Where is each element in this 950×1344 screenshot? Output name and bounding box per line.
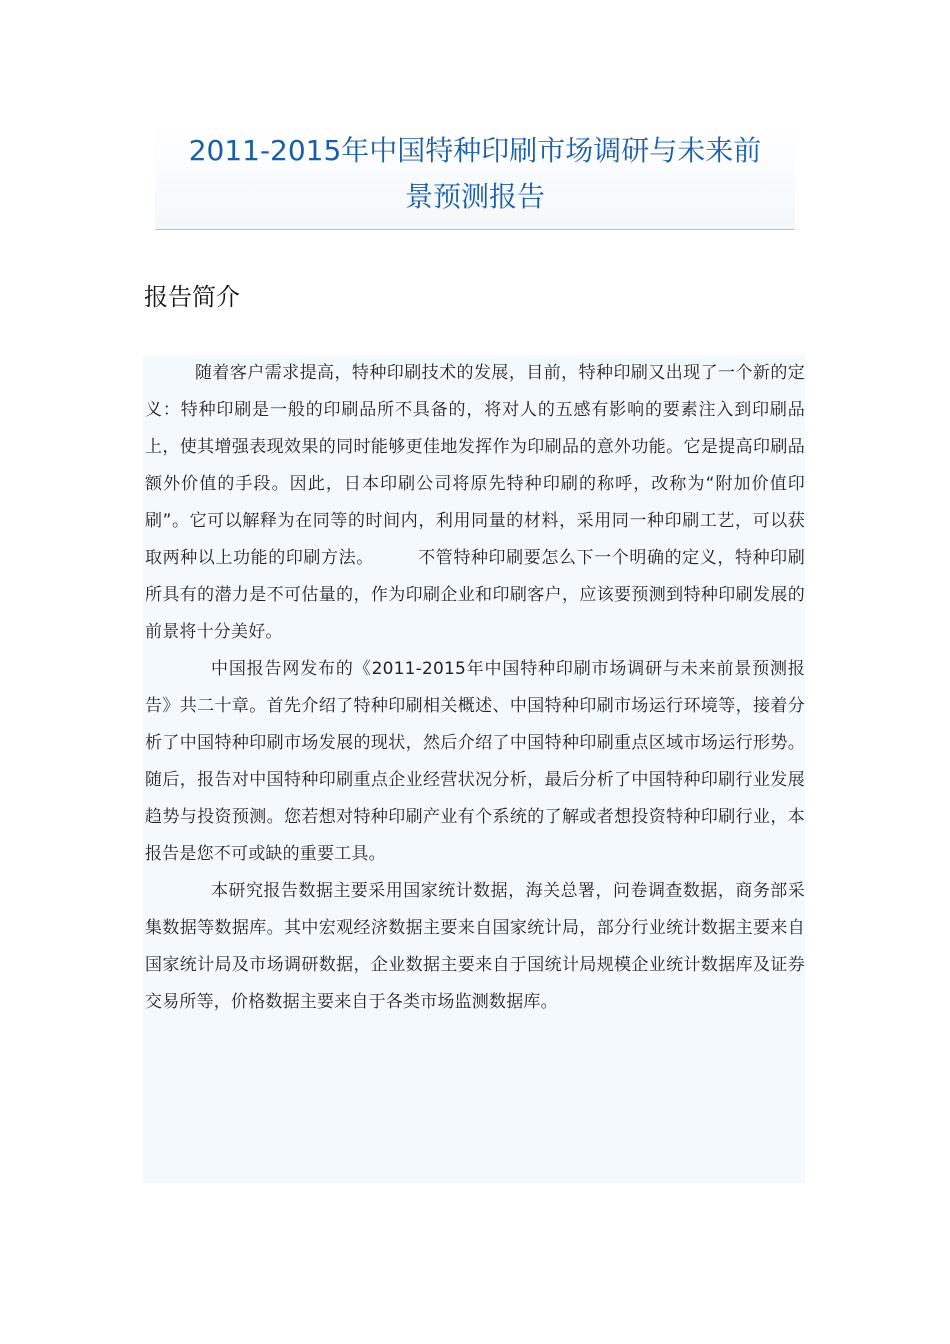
report-summary-box <box>143 355 805 1183</box>
paragraph-3: 本研究报告数据主要采用国家统计数据，海关总署，问卷调查数据，商务部采集数据等数据库。其中宏观经济数据主要来自国家统计局，部分行业统计数据主要来自国家统计局及市场调研数据，企业数据主要来自于国统计局规模企业统计数据库及证券交易所等，价格数据主要来自于各类市场监测数据库。 <box>145 881 805 1012</box>
section-heading: 报告简介 <box>144 283 240 311</box>
report-title-line-2: 景预测报告 <box>404 180 545 213</box>
title-box <box>155 122 795 230</box>
report-title <box>155 128 795 220</box>
paragraph-2: 中国报告网发布的《2011-2015年中国特种印刷市场调研与未来前景预测报告》共二十章。首先介绍了特种印刷相关概述、中国特种印刷市场运行环境等，接着分析了中国特种印刷市场发展的现状，然后介绍了中国特种印刷重点区域市场运行形势。随后，报告对中国特种印刷重点企业经营状况分析，最后分析了中国特种印刷行业发展趋势与投资预测。您若想对特种印刷产业有个系统的了解或者想投资特种印刷行业，本报告是您不可或缺的重要工具。 <box>145 659 805 864</box>
report-summary-text <box>143 355 805 1021</box>
report-title-line-1: 2011-2015年中国特种印刷市场调研与未来前 <box>188 134 762 167</box>
paragraph-1: 随着客户需求提高，特种印刷技术的发展，目前，特种印刷又出现了一个新的定义：特种印刷是一般的印刷品所不具备的，将对人的五感有影响的要素注入到印刷品上，使其增强表现效果的同时能够更佳地发挥作为印刷品的意外功能。它是提高印刷品额外价值的手段。因此，日本印刷公司将原先特种印刷的称呼，改称为“附加价值印刷”。它可以解释为在同等的时间内，利用同量的材料，采用同一种印刷工艺，可以获取两种以上功能的印刷方法。 不管特种印刷要怎么下一个明确的定义，特种印刷所具有的潜力是不可估量的，作为印刷企业和印刷客户，应该要预测到特种印刷发展的前景将十分美好。 <box>145 363 805 642</box>
